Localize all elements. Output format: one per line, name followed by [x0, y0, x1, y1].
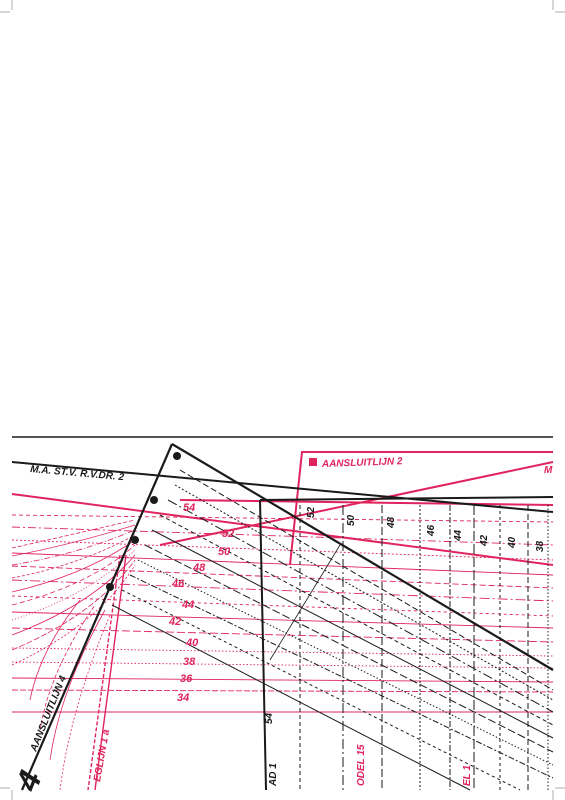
red-size-label: 52	[222, 528, 235, 540]
red-size-label: 54	[183, 502, 196, 514]
aansluitlijn-2-marker	[309, 458, 317, 466]
red-size-label: 34	[177, 692, 190, 704]
red-size-label: 40	[186, 637, 199, 649]
red-size-label: 50	[218, 546, 231, 558]
el1-label: EL 1	[462, 765, 473, 786]
ma-stv-rvdr-label: M.A. ST.V. R.V.DR. 2	[29, 464, 125, 484]
aansluitlijn-2-label: AANSLUITLIJN 2	[321, 456, 403, 470]
red-size-label: 46	[172, 578, 185, 590]
m-cut-label: M	[544, 465, 553, 476]
black-size-label: 46	[426, 524, 437, 536]
black-size-label: 52	[306, 506, 317, 518]
aansluitlijn-4-label: AANSLUITLIJN 4	[28, 674, 69, 754]
black-size-label: 38	[535, 540, 546, 552]
black-size-label: 44	[453, 529, 464, 541]
black-size-label: 50	[346, 514, 357, 526]
black-size-label: 42	[479, 534, 490, 546]
red-size-label: 36	[180, 673, 193, 685]
black-size-label: 48	[386, 516, 397, 528]
red-size-label: 44	[182, 599, 195, 611]
red-size-lines	[12, 494, 553, 712]
red-size-label: 38	[183, 656, 196, 668]
black-frame	[12, 444, 553, 790]
size-54-vertical: 54	[264, 712, 275, 724]
black-size-label: 40	[507, 536, 518, 548]
page-number: 4	[8, 765, 49, 796]
reglijn-label: EGLIJN 1 a	[92, 728, 113, 783]
red-size-label: 48	[193, 562, 206, 574]
ad1-label: AD 1	[268, 763, 279, 786]
model15-label: ODEL 15	[356, 744, 367, 786]
red-size-label: 42	[169, 616, 182, 628]
